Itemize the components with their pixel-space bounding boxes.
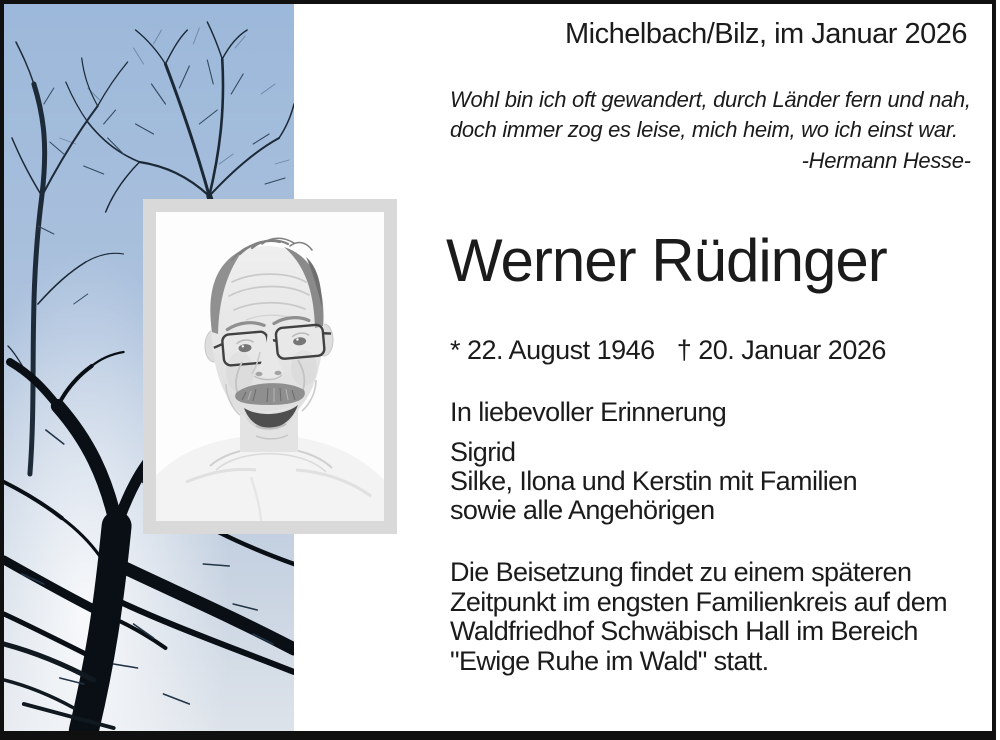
burial-line: Zeitpunkt im engsten Familienkreis auf dem: [450, 586, 948, 617]
memorial-quote: [450, 85, 971, 176]
burial-line: Die Beisetzung findet zu einem späteren: [450, 557, 912, 587]
quote-line: Wohl bin ich oft gewandert, durch Länder fern und nah,: [450, 87, 971, 112]
portrait-photo-frame: [143, 199, 397, 534]
deceased-name: Werner Rüdinger: [446, 227, 887, 294]
portrait-photo: [156, 212, 384, 521]
birth-date: * 22. August 1946: [450, 335, 655, 365]
quote-attribution: -Hermann Hesse-: [801, 148, 971, 173]
burial-info: [450, 558, 947, 676]
burial-line: "Ewige Ruhe im Wald" statt.: [450, 645, 769, 676]
quote-line: doch immer zog es leise, mich heim, wo ich einst war.: [450, 117, 958, 142]
mourner-line: sowie alle Angehörigen: [450, 495, 715, 525]
dateline: Michelbach/Bilz, im Januar 2026: [565, 18, 967, 50]
death-date: † 20. Januar 2026: [676, 335, 886, 365]
mourners-list: [450, 438, 857, 525]
mourner-line: Silke, Ilona und Kerstin mit Familien: [450, 466, 857, 496]
mourner-line: Sigrid: [450, 437, 516, 467]
remembrance-heading: In liebevoller Erinnerung: [450, 397, 727, 427]
burial-line: Waldfriedhof Schwäbisch Hall im Bereich: [450, 616, 918, 646]
life-dates: [450, 335, 886, 366]
remembrance-block: [450, 398, 857, 525]
